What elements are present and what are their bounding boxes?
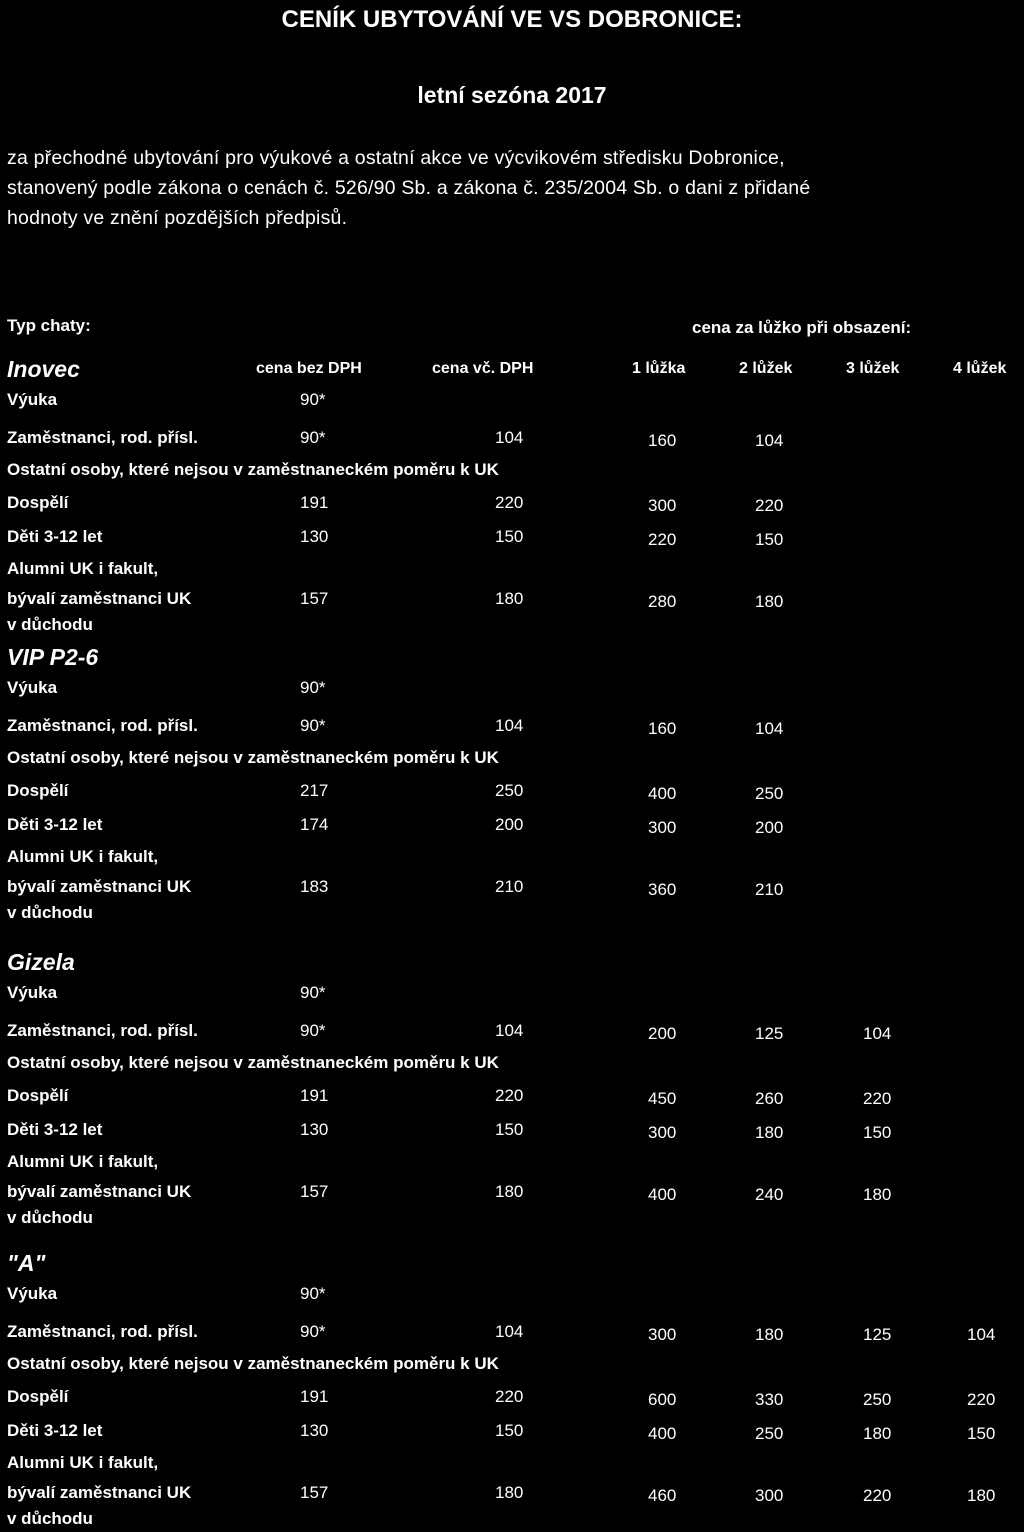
price-cell: 460	[648, 1486, 677, 1505]
price-cell: 104	[495, 716, 524, 735]
price-cell: 210	[495, 877, 524, 896]
price-cell: 200	[755, 818, 784, 837]
price-cell: 174	[300, 815, 329, 834]
price-cell: 200	[648, 1024, 677, 1043]
page-title: CENÍK UBYTOVÁNÍ VE VS DOBRONICE:	[281, 6, 743, 33]
column-header: 1 lůžka	[632, 360, 686, 377]
price-cell: 160	[648, 719, 677, 738]
intro-line: stanovený podle zákona o cenách č. 526/90 Sb. a zákona č. 235/2004 Sb. o dani z přidané	[7, 177, 811, 199]
price-cell: 130	[300, 1120, 329, 1139]
price-cell: 217	[300, 781, 329, 800]
price-cell: 180	[495, 1182, 524, 1201]
price-cell: 90*	[300, 716, 326, 735]
intro-line: za přechodné ubytování pro výukové a ostatní akce ve výcvikovém středisku Dobronice,	[7, 147, 785, 169]
cabin-type-heading: VIP P2-6	[7, 644, 99, 670]
row-label: Zaměstnanci, rod. přísl.	[7, 1021, 198, 1040]
row-label: Alumni UK i fakult,	[7, 1453, 159, 1472]
price-cell: 180	[863, 1185, 892, 1204]
price-cell: 157	[300, 1483, 329, 1502]
price-cell: 157	[300, 1182, 329, 1201]
price-cell: 260	[755, 1089, 784, 1108]
row-label: Ostatní osoby, které nejsou v zaměstnaneckém poměru k UK	[7, 460, 499, 479]
price-cell: 150	[967, 1424, 996, 1443]
price-cell: 250	[755, 784, 784, 803]
cabin-type-heading: Inovec	[7, 356, 80, 382]
price-cell: 250	[863, 1390, 892, 1409]
price-cell: 90*	[300, 1284, 326, 1303]
row-label: v důchodu	[7, 615, 93, 634]
row-label: Výuka	[7, 983, 58, 1002]
price-cell: 90*	[300, 390, 326, 409]
price-cell: 280	[648, 592, 677, 611]
column-header: 4 lůžek	[953, 360, 1007, 377]
row-label: Alumni UK i fakult,	[7, 559, 159, 578]
price-cell: 240	[755, 1185, 784, 1204]
row-label: bývalí zaměstnanci UK	[7, 589, 192, 608]
price-cell: 220	[755, 496, 784, 515]
price-cell: 130	[300, 1421, 329, 1440]
price-cell: 200	[495, 815, 524, 834]
price-cell: 220	[495, 1387, 524, 1406]
row-label: bývalí zaměstnanci UK	[7, 1483, 192, 1502]
price-cell: 220	[495, 493, 524, 512]
price-cell: 400	[648, 1185, 677, 1204]
row-label: Děti 3-12 let	[7, 1120, 103, 1139]
price-cell: 180	[495, 589, 524, 608]
price-cell: 191	[300, 1387, 329, 1406]
cabin-type-label: Typ chaty:	[7, 316, 91, 335]
price-cell: 90*	[300, 678, 326, 697]
price-cell: 130	[300, 527, 329, 546]
cabin-type-heading: "A"	[7, 1250, 46, 1276]
price-cell: 191	[300, 1086, 329, 1105]
price-cell: 90*	[300, 1322, 326, 1341]
price-cell: 450	[648, 1089, 677, 1108]
column-header: 2 lůžek	[739, 360, 793, 377]
price-cell: 220	[648, 530, 677, 549]
row-label: v důchodu	[7, 1208, 93, 1227]
row-label: Dospělí	[7, 781, 69, 800]
row-label: Výuka	[7, 390, 58, 409]
row-label: Ostatní osoby, které nejsou v zaměstnaneckém poměru k UK	[7, 1354, 499, 1373]
row-label: Zaměstnanci, rod. přísl.	[7, 428, 198, 447]
row-label: Zaměstnanci, rod. přísl.	[7, 716, 198, 735]
row-label: Zaměstnanci, rod. přísl.	[7, 1322, 198, 1341]
price-cell: 104	[755, 431, 784, 450]
price-cell: 104	[967, 1325, 996, 1344]
row-label: Výuka	[7, 678, 58, 697]
price-cell: 90*	[300, 983, 326, 1002]
price-cell: 600	[648, 1390, 677, 1409]
price-cell: 150	[495, 1120, 524, 1139]
row-label: Alumni UK i fakult,	[7, 1152, 159, 1171]
price-cell: 400	[648, 784, 677, 803]
price-cell: 180	[863, 1424, 892, 1443]
price-cell: 330	[755, 1390, 784, 1409]
price-cell: 125	[863, 1325, 892, 1344]
price-cell: 191	[300, 493, 329, 512]
row-label: Děti 3-12 let	[7, 1421, 103, 1440]
row-label: Děti 3-12 let	[7, 815, 103, 834]
row-label: bývalí zaměstnanci UK	[7, 877, 192, 896]
price-cell: 220	[967, 1390, 996, 1409]
price-cell: 180	[755, 592, 784, 611]
row-label: Dospělí	[7, 1387, 69, 1406]
price-cell: 183	[300, 877, 329, 896]
price-cell: 220	[495, 1086, 524, 1105]
price-cell: 104	[863, 1024, 892, 1043]
price-cell: 300	[755, 1486, 784, 1505]
price-cell: 400	[648, 1424, 677, 1443]
price-cell: 360	[648, 880, 677, 899]
price-cell: 250	[755, 1424, 784, 1443]
price-cell: 180	[755, 1123, 784, 1142]
intro-line: hodnoty ve znění pozdějších předpisů.	[7, 207, 348, 229]
price-cell: 160	[648, 431, 677, 450]
price-cell: 220	[863, 1486, 892, 1505]
price-cell: 210	[755, 880, 784, 899]
price-cell: 150	[495, 527, 524, 546]
price-cell: 300	[648, 1123, 677, 1142]
price-cell: 180	[755, 1325, 784, 1344]
price-cell: 150	[863, 1123, 892, 1142]
price-cell: 125	[755, 1024, 784, 1043]
price-cell: 90*	[300, 1021, 326, 1040]
column-header: 3 lůžek	[846, 360, 900, 377]
price-cell: 104	[495, 1322, 524, 1341]
row-label: v důchodu	[7, 1509, 93, 1528]
price-cell: 104	[495, 428, 524, 447]
row-label: Ostatní osoby, které nejsou v zaměstnaneckém poměru k UK	[7, 1053, 499, 1072]
price-cell: 300	[648, 496, 677, 515]
row-label: v důchodu	[7, 903, 93, 922]
cabin-type-heading: Gizela	[7, 949, 75, 975]
price-cell: 220	[863, 1089, 892, 1108]
column-header: cena bez DPH	[256, 360, 362, 377]
price-cell: 157	[300, 589, 329, 608]
price-cell: 104	[755, 719, 784, 738]
occupancy-label: cena za lůžko při obsazení:	[692, 318, 912, 337]
row-label: bývalí zaměstnanci UK	[7, 1182, 192, 1201]
price-cell: 180	[495, 1483, 524, 1502]
price-cell: 300	[648, 1325, 677, 1344]
price-cell: 90*	[300, 428, 326, 447]
price-cell: 300	[648, 818, 677, 837]
price-cell: 104	[495, 1021, 524, 1040]
price-cell: 150	[495, 1421, 524, 1440]
row-label: Děti 3-12 let	[7, 527, 103, 546]
row-label: Dospělí	[7, 1086, 69, 1105]
row-label: Ostatní osoby, které nejsou v zaměstnaneckém poměru k UK	[7, 748, 499, 767]
row-label: Alumni UK i fakult,	[7, 847, 159, 866]
row-label: Dospělí	[7, 493, 69, 512]
season-subtitle: letní sezóna 2017	[417, 82, 607, 108]
row-label: Výuka	[7, 1284, 58, 1303]
price-cell: 150	[755, 530, 784, 549]
column-header: cena vč. DPH	[432, 360, 534, 377]
price-cell: 180	[967, 1486, 996, 1505]
price-cell: 250	[495, 781, 524, 800]
